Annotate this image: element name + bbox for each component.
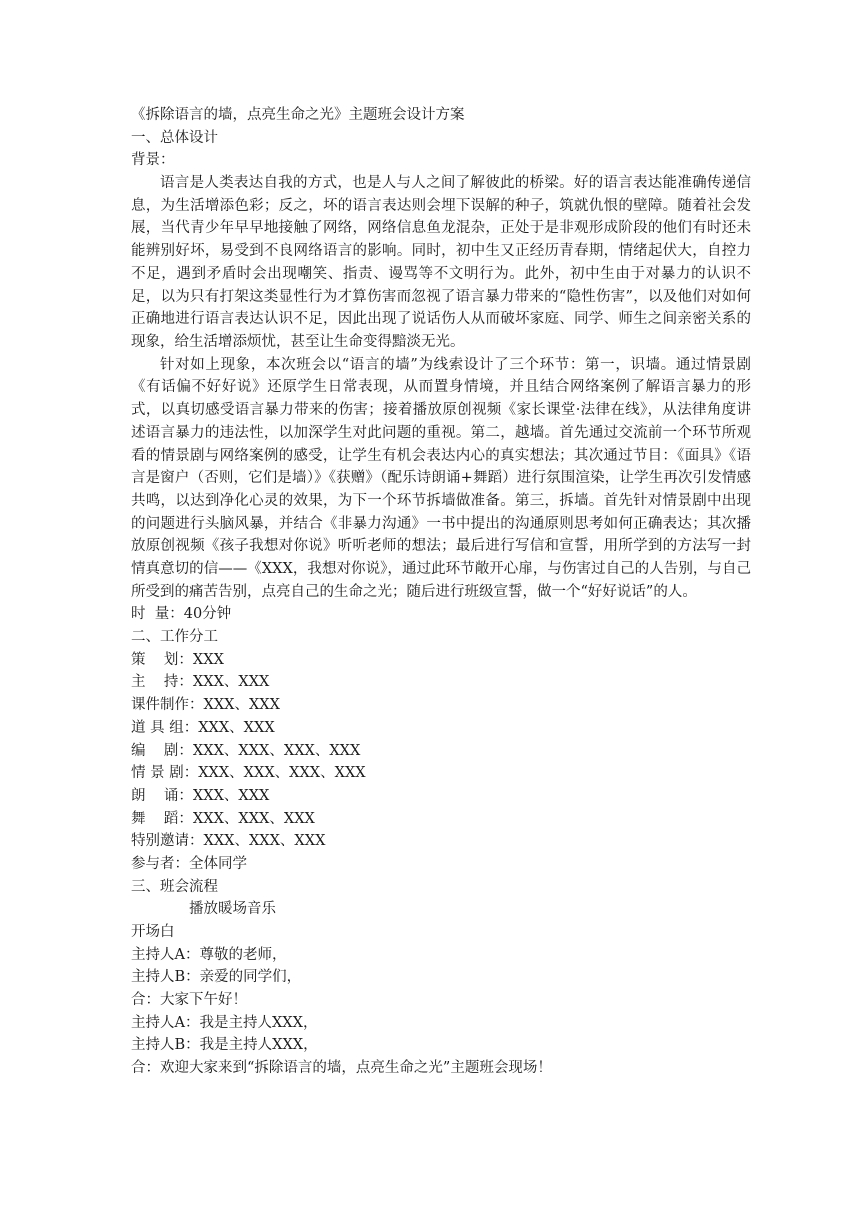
roles-list — [131, 649, 751, 876]
section-heading-division-of-work: 二、工作分工 — [131, 629, 218, 646]
background-paragraph: 语言是人类表达自我的方式，也是人与人之间了解彼此的桥梁。好的语言表达能准确传递信息，为生活增添色彩；反之，坏的语言表达则会埋下误解的种子，筑就仇恨的壁障。随着社会发展，当代青少年早早地接触了网络，网络信息鱼龙混杂，正处于是非观形成阶段的他们有时还未能辨别好坏，易受到不良网络语言的影响。同时，初中生又正经历青春期，情绪起伏大，自控力不足，遇到矛盾时会出现嘲笑、指责、谩骂等不文明行为。此外，初中生由于对暴力的认识不足，以为只有打架这类显性行为才算伤害而忽视了语言暴力带来的“隐性伤害”，以及他们对如何正确地进行语言表达认识不足，因此出现了说话伤人从而破坏家庭、同学、师生之间亲密关系的现象，给生活增添烦忧，甚至让生命变得黯淡无光。 — [131, 175, 751, 350]
dialogue-list — [131, 944, 751, 1080]
opening-remarks-label: 开场白 — [131, 924, 175, 941]
warmup-music-line: 播放暖场音乐 — [189, 901, 276, 918]
duration-line: 时 量：40分钟 — [131, 606, 232, 623]
dialogue-line: 主持人A：尊敬的老师， — [131, 946, 287, 963]
background-label: 背景： — [131, 152, 175, 169]
role-item: 课件制作：XXX、XXX — [131, 697, 280, 714]
section-heading-meeting-process: 三、班会流程 — [131, 878, 218, 895]
role-item: 参与者：全体同学 — [131, 855, 247, 872]
dialogue-line: 合：欢迎大家来到“拆除语言的墙，点亮生命之光”主题班会现场！ — [131, 1060, 552, 1077]
role-item: 特别邀请：XXX、XXX、XXX — [131, 833, 326, 850]
role-item: 道 具 组：XXX、XXX — [131, 719, 275, 736]
dialogue-line: 合：大家下午好！ — [131, 992, 247, 1009]
document-title: 《拆除语言的墙，点亮生命之光》主题班会设计方案 — [131, 107, 465, 123]
role-item: 情 景 剧：XXX、XXX、XXX、XXX — [131, 765, 366, 782]
role-item: 朗 诵：XXX、XXX — [131, 787, 270, 804]
section-heading-overall-design: 一、总体设计 — [131, 129, 218, 146]
role-item: 策 划：XXX — [131, 651, 224, 668]
role-item: 主 持：XXX、XXX — [131, 674, 270, 691]
dialogue-line: 主持人B：我是主持人XXX， — [131, 1037, 318, 1054]
document-page — [131, 104, 751, 1080]
dialogue-line: 主持人A：我是主持人XXX， — [131, 1014, 318, 1031]
activity-design-paragraph: 针对如上现象，本次班会以“语言的墙”为线索设计了三个环节：第一，识墙。通过情景剧《有话偏不好好说》还原学生日常表现，从而置身情境，并且结合网络案例了解语言暴力的形式，以真切感受语言暴力带来的伤害；接着播放原创视频《家长课堂·法律在线》，从法律角度讲述语言暴力的违法性，以加深学生对此问题的重视。第二，越墙。首先通过交流前一个环节所观看的情景剧与网络案例的感受，让学生有机会表达内心的真实想法；其次通过节目：《面具》《语言是窗户（否则，它们是墙）》《获赠》（配乐诗朗诵+舞蹈）进行氛围渲染，让学生再次引发情感共鸣，以达到净化心灵的效果，为下一个环节拆墙做准备。第三，拆墙。首先针对情景剧中出现的问题进行头脑风暴，并结合《非暴力沟通》一书中提出的沟通原则思考如何正确表达；其次播放原创视频《孩子我想对你说》听听老师的想法；最后进行写信和宣誓，用所学到的方法写一封情真意切的信——《XXX，我想对你说》，通过此环节敞开心扉，与伤害过自己的人告别，与自己所受到的痛苦告别，点亮自己的生命之光；随后进行班级宣誓，做一个“好好说话”的人。 — [131, 356, 751, 600]
dialogue-line: 主持人B：亲爱的同学们， — [131, 969, 302, 986]
role-item: 舞 蹈：XXX、XXX、XXX — [131, 810, 315, 827]
role-item: 编 剧：XXX、XXX、XXX、XXX — [131, 742, 361, 759]
